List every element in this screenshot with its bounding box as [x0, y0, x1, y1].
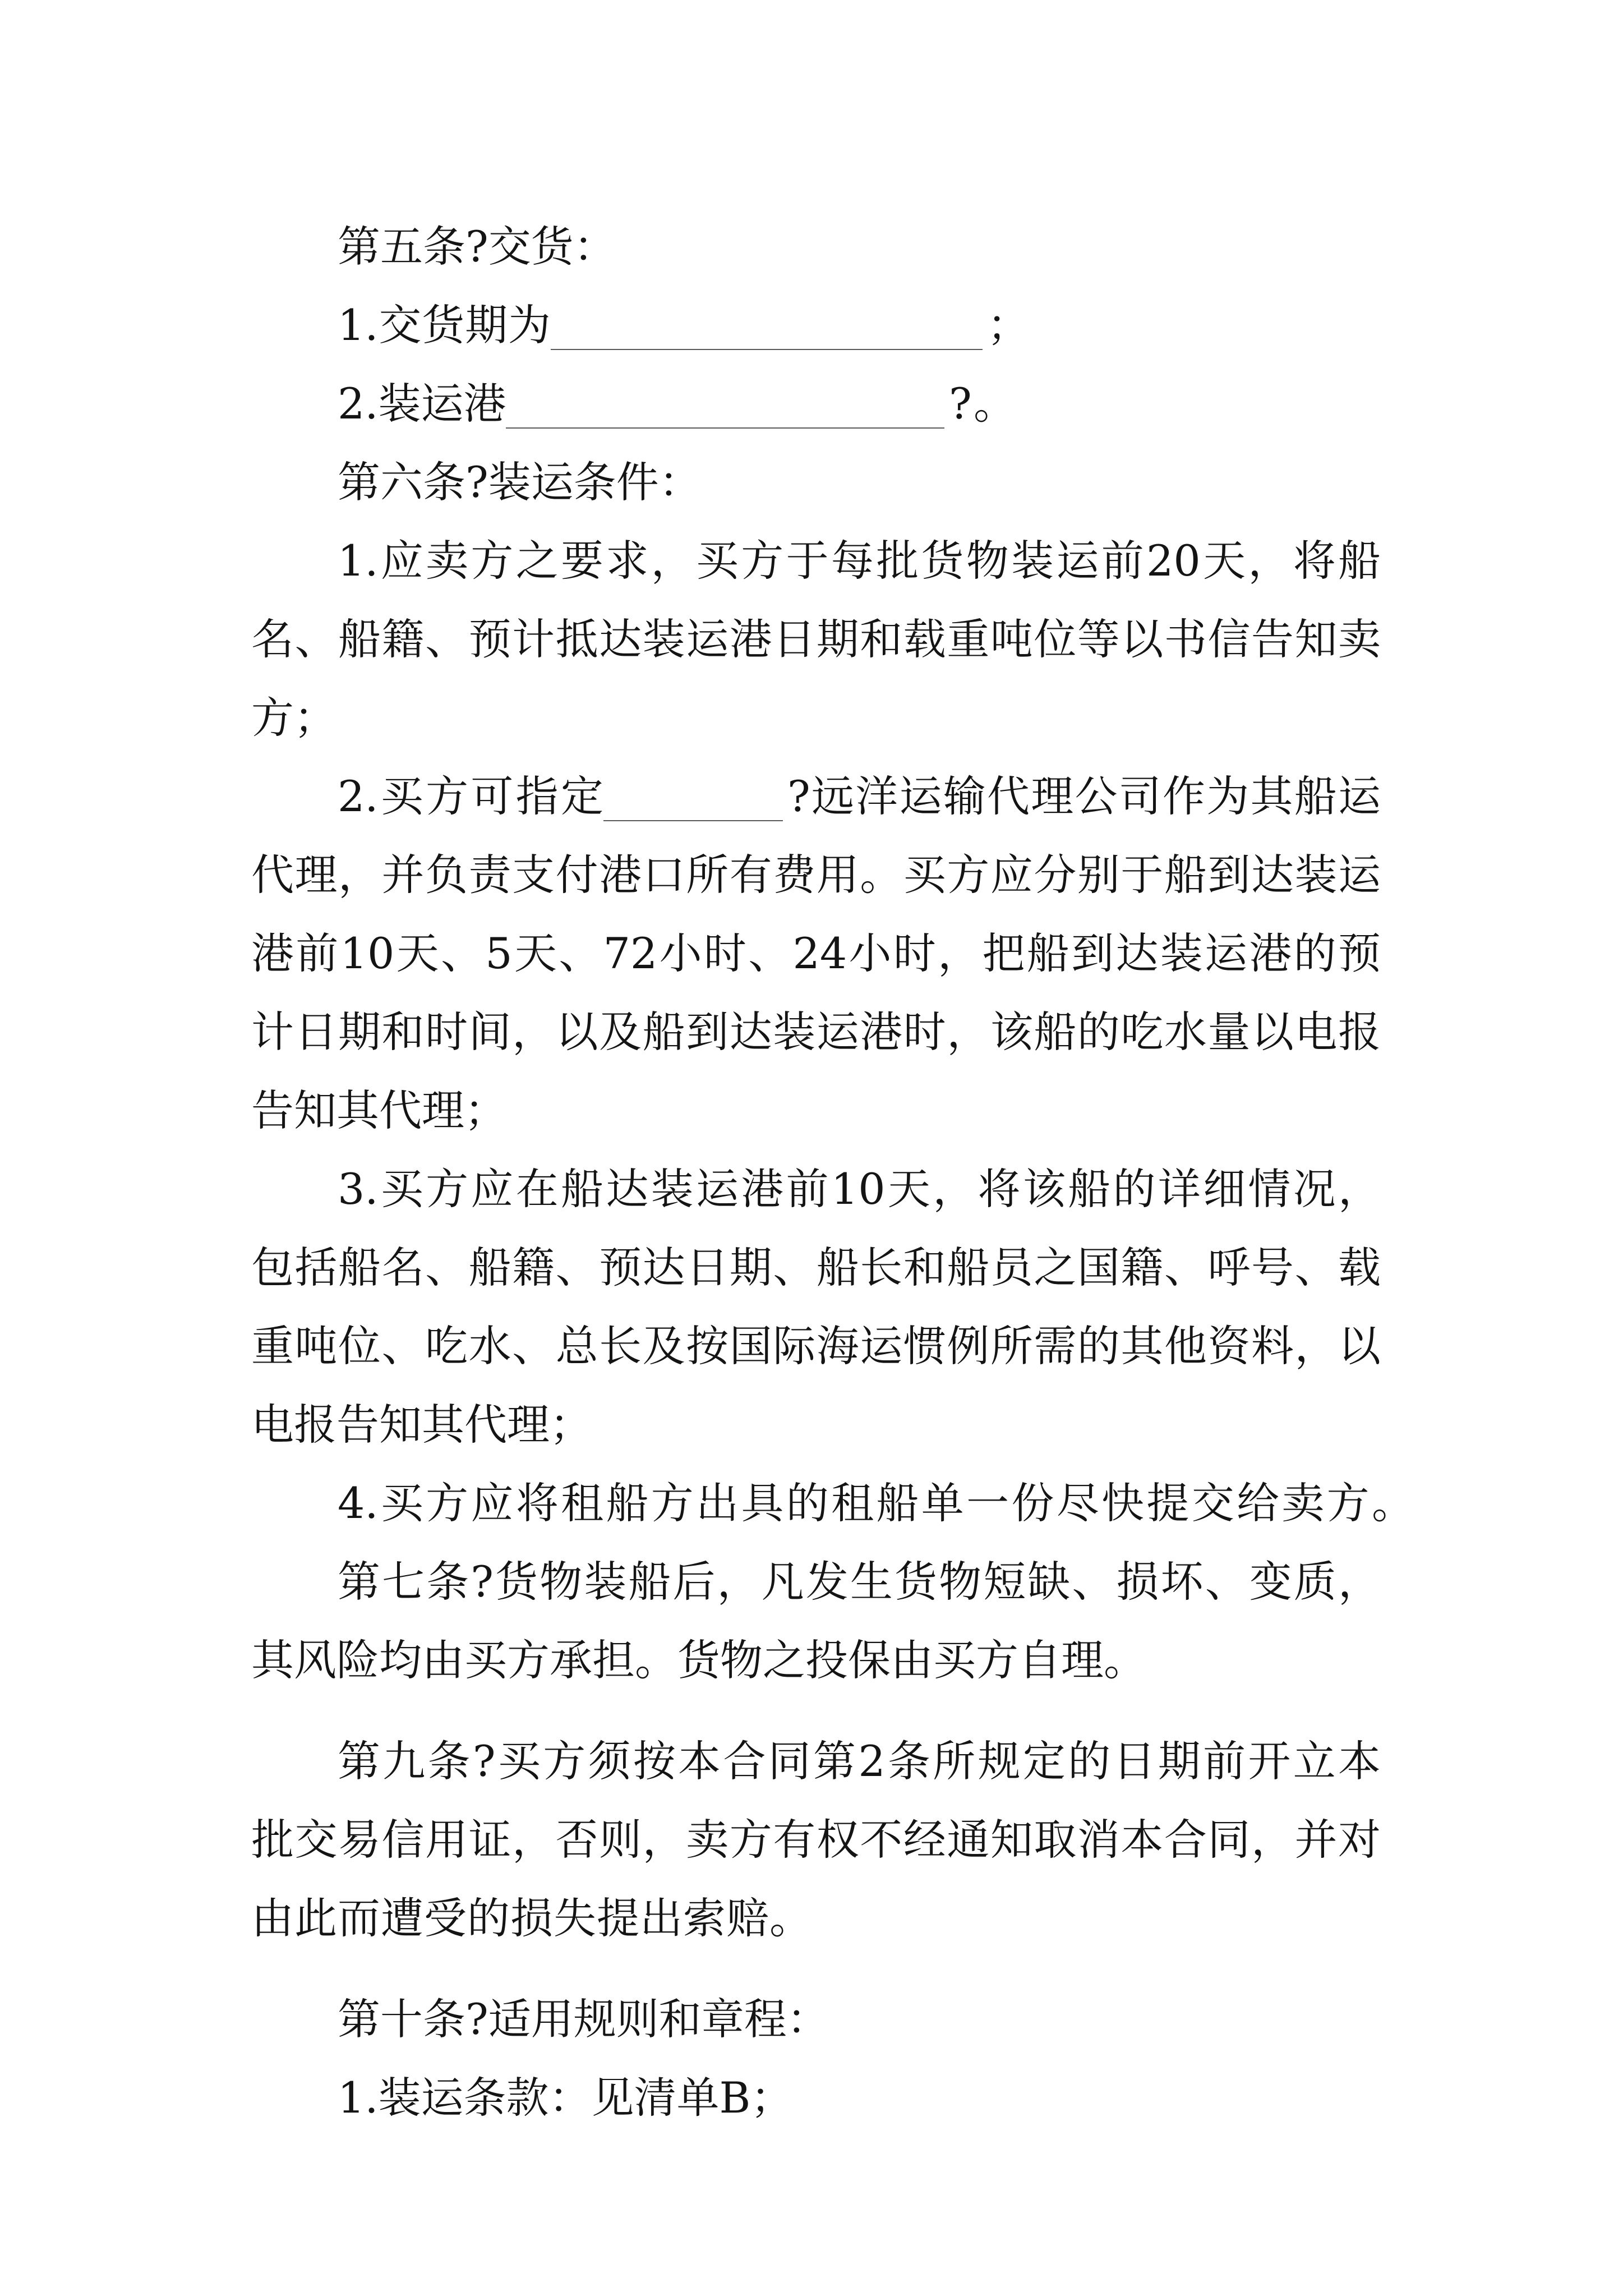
- loading-port-label: 2.装运港: [338, 379, 506, 429]
- agent-text: ?远洋运输代理公司作为其船运: [787, 771, 1381, 821]
- article-5-item-2: [0, 365, 1623, 443]
- article-6-item-2-line-4: 计日期和时间，以及船到达装运港时，该船的吃水量以电报: [251, 1007, 1381, 1057]
- article-7-line-2: 其风险均由买方承担。货物之投保由买方自理。: [251, 1635, 1146, 1685]
- article-6-title: 第六条?装运条件：: [338, 457, 702, 507]
- article-6-item-1-line-1: 1.应卖方之要求，买方于每批货物装运前20天，将船: [338, 536, 1381, 586]
- delivery-period-label: 1.交货期为: [338, 300, 551, 350]
- article-6-item-3-line-1: 3.买方应在船达装运港前10天，将该船的详细情况，: [338, 1164, 1381, 1214]
- agent-blank: [603, 757, 783, 821]
- article-5-item-1: [0, 286, 1623, 365]
- article-9-line-2: 批交易信用证，否则，卖方有权不经通知取消本合同，并对: [251, 1815, 1381, 1865]
- loading-port-blank: [506, 365, 944, 429]
- article-6-item-2-line-3: 港前10天、5天、72小时、24小时，把船到达装运港的预: [251, 928, 1381, 978]
- agent-label: 2.买方可指定: [338, 771, 603, 821]
- article-5-title: 第五条?交货：: [338, 222, 616, 272]
- delivery-period-blank: [551, 286, 983, 350]
- article-6-item-4: 4.买方应将租船方出具的租船单一份尽快提交给卖方。: [338, 1478, 1414, 1528]
- article-6-item-1-line-2: 名、船籍、预计抵达装运港日期和载重吨位等以书信告知卖: [251, 614, 1381, 664]
- article-6-heading: [0, 443, 1623, 522]
- article-6-item-2-line-5: 告知其代理；: [251, 1085, 507, 1135]
- article-7-line-1: 第七条?货物装船后，凡发生货物短缺、损坏、变质，: [338, 1557, 1381, 1607]
- delivery-period-end: ；: [987, 300, 1030, 350]
- article-6-item-3-line-3: 重吨位、吃水、总长及按国际海运惯例所需的其他资料，以: [251, 1321, 1381, 1371]
- article-6-item-2-line-2: 代理，并负责支付港口所有费用。买方应分别于船到达装运: [251, 850, 1381, 900]
- article-10-heading: [0, 1980, 1623, 2059]
- article-6-item-3-line-4: 电报告知其代理；: [251, 1400, 592, 1450]
- article-6-item-1-line-3: 方；: [251, 693, 336, 743]
- article-5-heading: [0, 208, 1623, 286]
- article-6-item-2-line-1: [0, 757, 1623, 836]
- article-9-line-3: 由此而遭受的损失提出索赔。: [251, 1893, 812, 1943]
- article-9-line-1: 第九条?买方须按本合同第2条所规定的日期前开立本: [338, 1736, 1381, 1786]
- loading-port-end: ?。: [949, 379, 1016, 429]
- article-6-item-3-line-2: 包括船名、船籍、预达日期、船长和船员之国籍、呼号、载: [251, 1243, 1381, 1292]
- article-10-title: 第十条?适用规则和章程：: [338, 1994, 829, 2044]
- article-10-item-1: 1.装运条款：见清单B；: [338, 2073, 794, 2123]
